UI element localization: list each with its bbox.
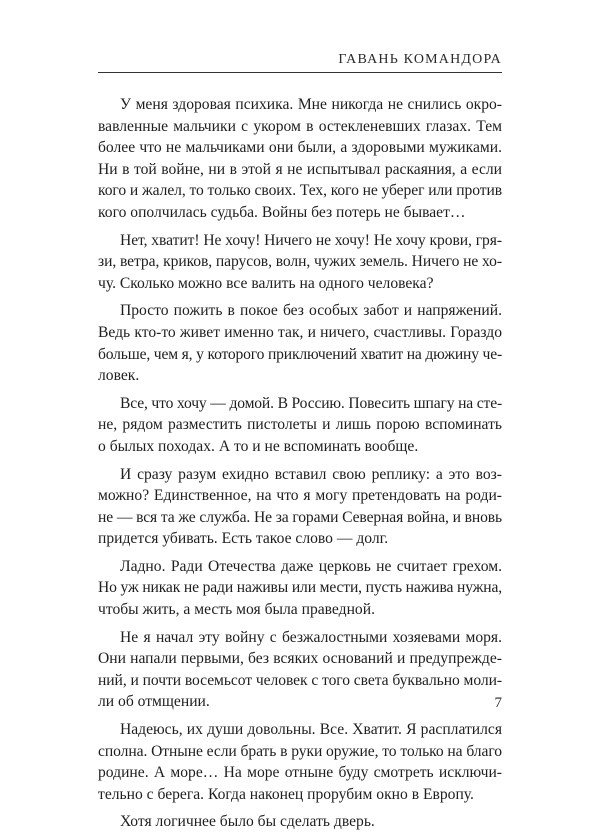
text-line: более что не мальчиками они были, а здоровыми мужиками. xyxy=(98,139,502,157)
text-line: Просто пожить в покое без особых забот и напряжений. xyxy=(120,302,502,320)
text-line: Ведь кто-то живет именно так, и ничего, счастливы. Гораздо xyxy=(98,323,502,341)
paragraph xyxy=(98,393,502,458)
paragraph xyxy=(98,719,502,805)
text-line: Они напали первыми, без всяких оснований и предупрежде- xyxy=(98,650,502,668)
text-line: У меня здоровая психика. Мне никогда не снились окро- xyxy=(120,96,502,113)
text-line: зи, ветра, криков, парусов, волн, чужих земель. Ничего не хо- xyxy=(98,253,503,271)
paragraph xyxy=(98,300,502,386)
paragraph xyxy=(98,230,502,295)
text-line: ли об отмщении. xyxy=(98,693,210,711)
text-line: ловек. xyxy=(98,367,140,385)
text-line: придется убивать. Есть такое слово — долг. xyxy=(98,530,389,548)
text-line: чу. Сколько можно все валить на одного человека? xyxy=(98,274,434,292)
text-line: Ладно. Ради Отечества даже церковь не считает грехом. xyxy=(120,557,502,575)
text-line: Нет, хватит! Не хочу! Ничего не хочу! Не хочу крови, гря- xyxy=(120,231,503,249)
text-line: ний, и почти восемьсот человек с того света буквально моли- xyxy=(98,671,502,689)
text-line: Хотя логичнее было бы сделать дверь. xyxy=(120,813,375,831)
text-line: Но уж никак не ради наживы или мести, пусть нажива нужна, xyxy=(98,579,502,597)
text-line: чтобы жить, а месть моя была праведной. xyxy=(98,601,375,619)
paragraph xyxy=(98,556,502,621)
text-line: родине. А море… На море отныне буду смотреть исключи- xyxy=(98,764,502,782)
text-line: кого и жалел, то только своих. Тех, кого не уберег или против xyxy=(98,182,502,200)
paragraph xyxy=(98,811,502,833)
page-number: 7 xyxy=(494,695,502,711)
text-line: больше, чем я, у которого приключений хватит на дюжину че- xyxy=(98,345,502,363)
header-rule xyxy=(98,72,502,73)
text-line: Надеюсь, их души довольны. Все. Хватит. Я расплатился xyxy=(120,721,502,739)
text-line: Все, что хочу — домой. В Россию. Повесить шпагу на сте- xyxy=(120,394,502,412)
text-line: можно? Единственное, на что я могу претендовать на роди- xyxy=(98,487,502,505)
text-line: И сразу разум ехидно вставил свою реплику: а это воз- xyxy=(120,465,502,483)
text-line: не, рядом разместить пистолеты и лишь порою вспоминать xyxy=(98,416,502,434)
text-line: кого ополчилась судьба. Войны без потерь не бывает… xyxy=(98,203,466,221)
paragraph xyxy=(98,94,502,224)
text-line: вавленные мальчики с укором в остекленевших глазах. Тем xyxy=(98,117,502,135)
paragraph xyxy=(98,464,502,550)
body-text xyxy=(98,94,502,839)
text-line: Ни в той войне, ни в этой я не испытывал раскаяния, а если xyxy=(98,160,502,178)
text-line: тельно с берега. Когда наконец прорубим окно в Европу. xyxy=(98,785,474,803)
text-line: Не я начал эту войну с безжалостными хозяевами моря. xyxy=(120,628,502,646)
text-line: о былых походах. А то и не вспоминать вообще. xyxy=(98,437,419,455)
text-line: сполна. Отныне если брать в руки оружие, то только на благо xyxy=(98,742,502,760)
running-head-title: ГАВАНЬ КОМАНДОРА xyxy=(338,52,502,67)
text-line: не — вся та же служба. Не за горами Северная война, и вновь xyxy=(98,508,502,526)
paragraph xyxy=(98,627,502,713)
